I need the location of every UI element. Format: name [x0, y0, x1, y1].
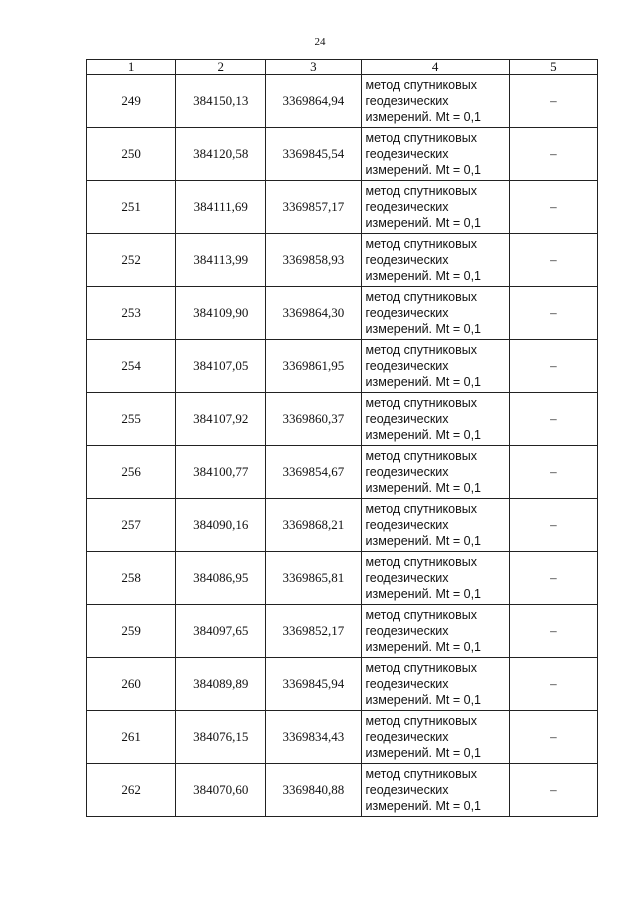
- y-coordinate-cell: 3369858,93: [266, 234, 361, 287]
- method-line: метод спутниковых: [365, 608, 477, 622]
- x-coordinate-cell: 384089,89: [176, 658, 266, 711]
- method-line: метод спутниковых: [365, 343, 477, 357]
- method-line: метод спутниковых: [365, 396, 477, 410]
- method-cell: [361, 764, 509, 817]
- x-coordinate-cell: 384070,60: [176, 764, 266, 817]
- note-cell: –: [509, 552, 597, 605]
- table-body: [87, 75, 598, 817]
- method-line: метод спутниковых: [365, 555, 477, 569]
- point-number-cell: 251: [87, 181, 176, 234]
- note-cell: –: [509, 605, 597, 658]
- method-line: метод спутниковых: [365, 661, 477, 675]
- method-cell: [361, 605, 509, 658]
- y-coordinate-cell: 3369845,54: [266, 128, 361, 181]
- y-coordinate-cell: 3369861,95: [266, 340, 361, 393]
- method-line: измерений. Mt = 0,1: [365, 269, 482, 283]
- note-cell: –: [509, 128, 597, 181]
- note-cell: –: [509, 75, 597, 128]
- method-line: измерений. Mt = 0,1: [365, 216, 482, 230]
- y-coordinate-cell: 3369845,94: [266, 658, 361, 711]
- method-line: метод спутниковых: [365, 78, 477, 92]
- x-coordinate-cell: 384107,05: [176, 340, 266, 393]
- method-line: измерений. Mt = 0,1: [365, 640, 482, 654]
- table-row: [87, 287, 598, 340]
- point-number-cell: 257: [87, 499, 176, 552]
- table-row: [87, 499, 598, 552]
- table-row: [87, 658, 598, 711]
- y-coordinate-cell: 3369860,37: [266, 393, 361, 446]
- method-line: измерений. Mt = 0,1: [365, 110, 482, 124]
- y-coordinate-cell: 3369852,17: [266, 605, 361, 658]
- column-header-2: 2: [176, 60, 266, 75]
- method-line: геодезических: [365, 677, 449, 691]
- method-cell: [361, 128, 509, 181]
- point-number-cell: 258: [87, 552, 176, 605]
- y-coordinate-cell: 3369864,94: [266, 75, 361, 128]
- point-number-cell: 259: [87, 605, 176, 658]
- table-header-row: [87, 60, 598, 75]
- method-line: геодезических: [365, 783, 449, 797]
- page-number: 24: [314, 36, 326, 48]
- y-coordinate-cell: 3369840,88: [266, 764, 361, 817]
- method-line: геодезических: [365, 571, 449, 585]
- y-coordinate-cell: 3369865,81: [266, 552, 361, 605]
- column-header-1: 1: [87, 60, 176, 75]
- method-cell: [361, 181, 509, 234]
- method-line: геодезических: [365, 518, 449, 532]
- point-number-cell: 254: [87, 340, 176, 393]
- column-header-4: 4: [361, 60, 509, 75]
- point-number-cell: 255: [87, 393, 176, 446]
- method-line: геодезических: [365, 306, 449, 320]
- table-row: [87, 552, 598, 605]
- x-coordinate-cell: 384109,90: [176, 287, 266, 340]
- method-cell: [361, 287, 509, 340]
- method-cell: [361, 446, 509, 499]
- method-line: геодезических: [365, 253, 449, 267]
- column-header-3: 3: [266, 60, 361, 75]
- method-cell: [361, 393, 509, 446]
- note-cell: –: [509, 658, 597, 711]
- method-cell: [361, 234, 509, 287]
- table-row: [87, 446, 598, 499]
- method-cell: [361, 552, 509, 605]
- method-line: измерений. Mt = 0,1: [365, 163, 482, 177]
- method-line: измерений. Mt = 0,1: [365, 799, 482, 813]
- method-line: геодезических: [365, 359, 449, 373]
- method-line: измерений. Mt = 0,1: [365, 587, 482, 601]
- x-coordinate-cell: 384100,77: [176, 446, 266, 499]
- point-number-cell: 252: [87, 234, 176, 287]
- point-number-cell: 256: [87, 446, 176, 499]
- method-line: геодезических: [365, 730, 449, 744]
- method-line: геодезических: [365, 465, 449, 479]
- point-number-cell: 262: [87, 764, 176, 817]
- column-header-5: 5: [509, 60, 597, 75]
- method-line: метод спутниковых: [365, 714, 477, 728]
- table-row: [87, 75, 598, 128]
- x-coordinate-cell: 384097,65: [176, 605, 266, 658]
- method-line: метод спутниковых: [365, 131, 477, 145]
- note-cell: –: [509, 711, 597, 764]
- note-cell: –: [509, 393, 597, 446]
- note-cell: –: [509, 181, 597, 234]
- method-line: метод спутниковых: [365, 290, 477, 304]
- method-cell: [361, 711, 509, 764]
- note-cell: –: [509, 764, 597, 817]
- method-line: геодезических: [365, 147, 449, 161]
- y-coordinate-cell: 3369854,67: [266, 446, 361, 499]
- x-coordinate-cell: 384120,58: [176, 128, 266, 181]
- table-row: [87, 340, 598, 393]
- y-coordinate-cell: 3369857,17: [266, 181, 361, 234]
- coordinates-table: [86, 59, 598, 817]
- note-cell: –: [509, 287, 597, 340]
- method-line: измерений. Mt = 0,1: [365, 428, 482, 442]
- method-line: метод спутниковых: [365, 767, 477, 781]
- x-coordinate-cell: 384107,92: [176, 393, 266, 446]
- method-line: геодезических: [365, 200, 449, 214]
- table-row: [87, 711, 598, 764]
- table-row: [87, 605, 598, 658]
- x-coordinate-cell: 384113,99: [176, 234, 266, 287]
- x-coordinate-cell: 384090,16: [176, 499, 266, 552]
- point-number-cell: 249: [87, 75, 176, 128]
- method-line: геодезических: [365, 624, 449, 638]
- x-coordinate-cell: 384086,95: [176, 552, 266, 605]
- method-cell: [361, 499, 509, 552]
- table-row: [87, 128, 598, 181]
- method-cell: [361, 658, 509, 711]
- method-line: измерений. Mt = 0,1: [365, 746, 482, 760]
- point-number-cell: 253: [87, 287, 176, 340]
- table-row: [87, 234, 598, 287]
- point-number-cell: 250: [87, 128, 176, 181]
- method-line: геодезических: [365, 94, 449, 108]
- method-line: измерений. Mt = 0,1: [365, 534, 482, 548]
- table-row: [87, 181, 598, 234]
- method-line: измерений. Mt = 0,1: [365, 322, 482, 336]
- method-line: метод спутниковых: [365, 237, 477, 251]
- method-line: измерений. Mt = 0,1: [365, 481, 482, 495]
- note-cell: –: [509, 446, 597, 499]
- method-cell: [361, 75, 509, 128]
- method-line: измерений. Mt = 0,1: [365, 693, 482, 707]
- method-line: метод спутниковых: [365, 184, 477, 198]
- point-number-cell: 260: [87, 658, 176, 711]
- method-line: метод спутниковых: [365, 502, 477, 516]
- method-line: геодезических: [365, 412, 449, 426]
- y-coordinate-cell: 3369834,43: [266, 711, 361, 764]
- point-number-cell: 261: [87, 711, 176, 764]
- x-coordinate-cell: 384111,69: [176, 181, 266, 234]
- note-cell: –: [509, 234, 597, 287]
- table-row: [87, 393, 598, 446]
- method-cell: [361, 340, 509, 393]
- y-coordinate-cell: 3369868,21: [266, 499, 361, 552]
- method-line: метод спутниковых: [365, 449, 477, 463]
- method-line: измерений. Mt = 0,1: [365, 375, 482, 389]
- note-cell: –: [509, 340, 597, 393]
- note-cell: –: [509, 499, 597, 552]
- table-row: [87, 764, 598, 817]
- x-coordinate-cell: 384150,13: [176, 75, 266, 128]
- x-coordinate-cell: 384076,15: [176, 711, 266, 764]
- y-coordinate-cell: 3369864,30: [266, 287, 361, 340]
